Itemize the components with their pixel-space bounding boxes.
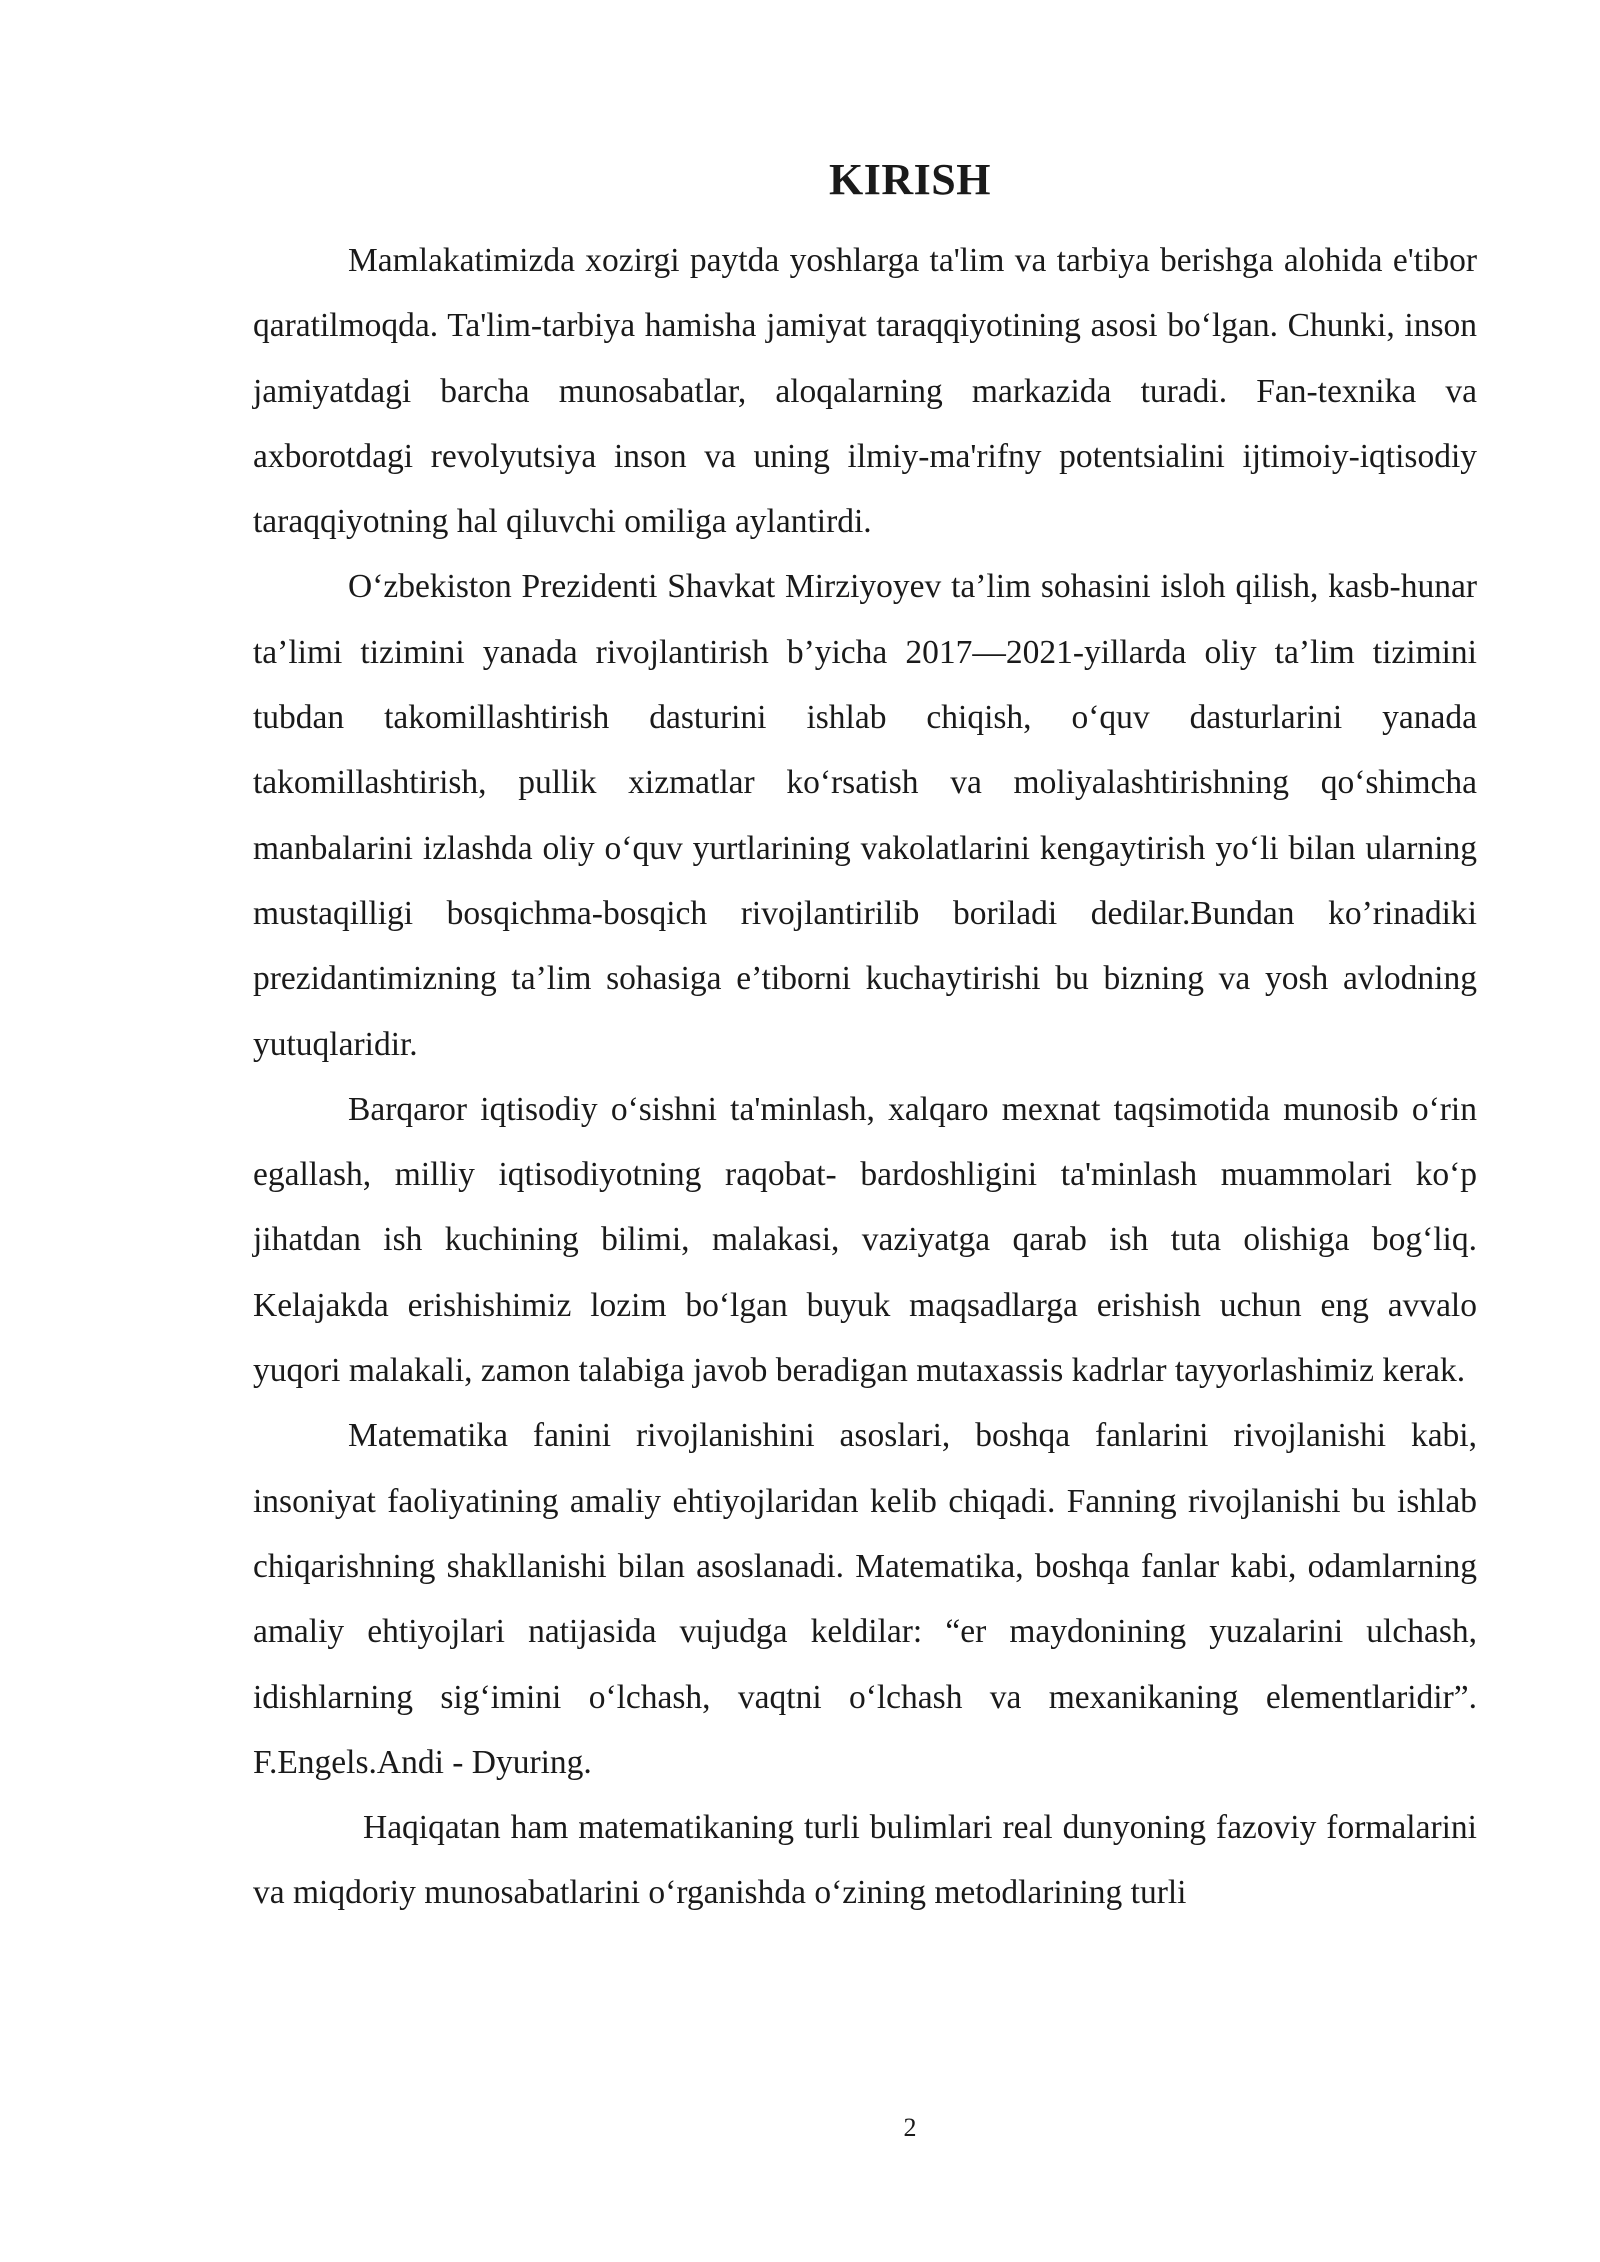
- paragraph-1: Mamlakatimizda xozirgi paytda yoshlarga ta'lim va tarbiya berishga alohida e'tibor qaratilmoqda. Ta'lim-tarbiya hamisha jamiyat taraqqiyotining asosi bo‘lgan. Chunki, inson jamiyatdagi barcha munosabatlar, aloqalarning markazida turadi. Fan-texnika va axborotdagi revolyutsiya inson va uning ilmiy-ma'rifny potentsialini ijtimoiy-iqtisodiy taraqqiyotning hal qiluvchi omiliga aylantirdi.: [253, 242, 1477, 541]
- body-text: [253, 228, 1477, 1926]
- page-number: 2: [903, 2113, 917, 2142]
- paragraph-2: O‘zbekiston Prezidenti Shavkat Mirziyoyev ta’lim sohasini isloh qilish, kasb-hunar ta’limi tizimini yanada rivojlantirish b’yicha 2017—2021-yillarda oliy ta’lim tizimini tubdan takomillashtirish dasturini ishlab chiqish, o‘quv dasturlarini yanada takomillashtirish, pullik xizmatlar ko‘rsatish va moliyalashtirishning qo‘shimcha manbalarini izlashda oliy o‘quv yurtlarining vakolatlarini kengaytirish yo‘li bilan ularning mustaqilligi bosqichma-bosqich rivojlantirilib boriladi dedilar.Bundan ko’rinadiki prezidantimizning ta’lim sohasiga e’tiborni kuchaytirishi bu bizning va yosh avlodning yutuqlaridir.: [253, 568, 1477, 1063]
- page-title: KIRISH: [829, 155, 991, 204]
- paragraph-3: Barqaror iqtisodiy o‘sishni ta'minlash, xalqaro mexnat taqsimotida munosib o‘rin egallash, milliy iqtisodiyotning raqobat- bardoshligini ta'minlash muammolari ko‘p jihatdan ish kuchining bilimi, malakasi, vaziyatga qarab ish tuta olishiga bog‘liq. Kelajakda erishishimiz lozim bo‘lgan buyuk maqsadlarga erishish uchun eng avvalo yuqori malakali, zamon talabiga javob beradigan mutaxassis kadrlar tayyorlashimiz kerak.: [253, 1090, 1477, 1390]
- paragraph-4: Matematika fanini rivojlanishini asoslari, boshqa fanlarini rivojlanishi kabi, insoniyat faoliyatining amaliy ehtiyojlaridan kelib chiqadi. Fanning rivojlanishi bu ishlab chiqarishning shakllanishi bilan asoslanadi. Matematika, boshqa fanlar kabi, odamlarning amaliy ehtiyojlari natijasida vujudga keldilar: “er maydonining yuzalarini ulchash, idishlarning sig‘imini o‘lchash, vaqtni o‘lchash va mexanikaning elementlaridir”. F.Engels.Andi - Dyuring.: [253, 1417, 1477, 1781]
- paragraph-5: Haqiqatan ham matematikaning turli bulimlari real dunyoning fazoviy formalarini va miqdoriy munosabatlarini o‘rganishda o‘zining metodlarining turli: [253, 1809, 1477, 1912]
